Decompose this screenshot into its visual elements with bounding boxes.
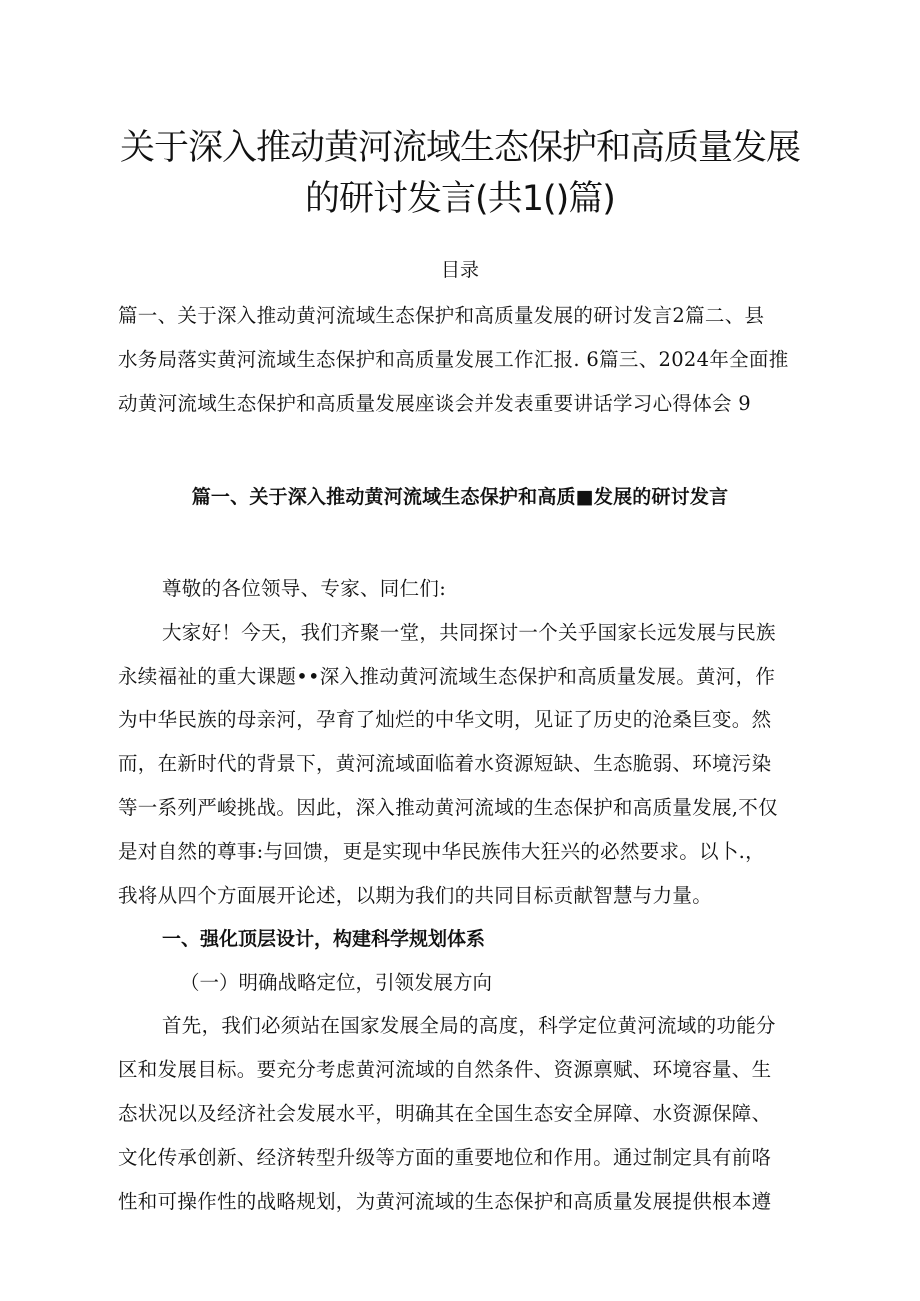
paragraph-line: 态状况以及经济社会发展水平，明确其在全国生态安全屏障、水资源保障、 (118, 1102, 772, 1125)
paragraph-line: 区和发展目标。要充分考虑黄河流域的自然条件、资源禀赋、环境容量、生 (118, 1058, 772, 1081)
paragraph-line: 文化传承创新、经济转型升级等方面的重要地位和作用。通过制定具有前咯 (118, 1146, 772, 1169)
toc-line: 水务局落实黄河流域生态保护和高质量发展工作汇报. 6篇三、2024年全面推 (118, 348, 789, 371)
subheading: （一）明确战略定位，引领发展方向 (180, 971, 493, 994)
toc-line: 篇一、关于深入推动黄河流域生态保护和高质量发展的研讨发言2篇二、县 (118, 304, 765, 327)
paragraph-line: 永续福祉的重大课题••深入推动黄河流域生态保护和高质量发展。黄河，作 (118, 665, 776, 688)
paragraph-line: 等一系列严峻挑战。因此，深入推动黄河流域的生态保护和高质量发展,不仅 (118, 796, 778, 819)
paragraph-line: 为中华民族的母亲河，孕育了灿烂的中华文明，见证了历史的沧桑巨变。然 (118, 708, 772, 731)
document-title-line-2: 的研讨发言(共1()篇) (305, 179, 615, 219)
paragraph-line: 我将从四个方面展开论述，以期为我们的共同目标贡献智慧与力量。 (118, 884, 713, 907)
paragraph-line: 首先，我们必须站在国家发展全局的高度，科学定位黄河流域的功能分 (162, 1014, 776, 1037)
paragraph-line: 而，在新时代的背景下，黄河流域面临着水资源短缺、生态脆弱、环境污染 (118, 752, 772, 775)
salutation: 尊敬的各位领导、专家、同仁们: (162, 577, 447, 600)
document-title-line-1: 关于深入推动黄河流域生态保护和高质量发展 (119, 128, 800, 168)
toc-line: 动黄河流域生态保护和高质量发展座谈会并发表重要讲话学习心得体会 9 (118, 392, 752, 415)
paragraph-line: 是对自然的尊事:与回馈，更是实现中华民族伟大狂兴的必然要求。以卜.， (118, 840, 765, 863)
heading-level-1: 一、强化顶层设计，构建科学规划体系 (162, 928, 486, 950)
paragraph-line: 大家好！今天，我们齐聚一堂，共同探讨一个关乎国家长远发展与民族 (162, 621, 776, 644)
toc-heading: 目录 (440, 259, 479, 281)
paragraph-line: 性和可操作性的战略规划，为黄河流域的生态保护和高质量发展提供根本遵 (118, 1190, 772, 1213)
section-heading: 篇一、关于深入推动黄河流域生态保护和高质■发展的研讨发言 (191, 486, 729, 508)
